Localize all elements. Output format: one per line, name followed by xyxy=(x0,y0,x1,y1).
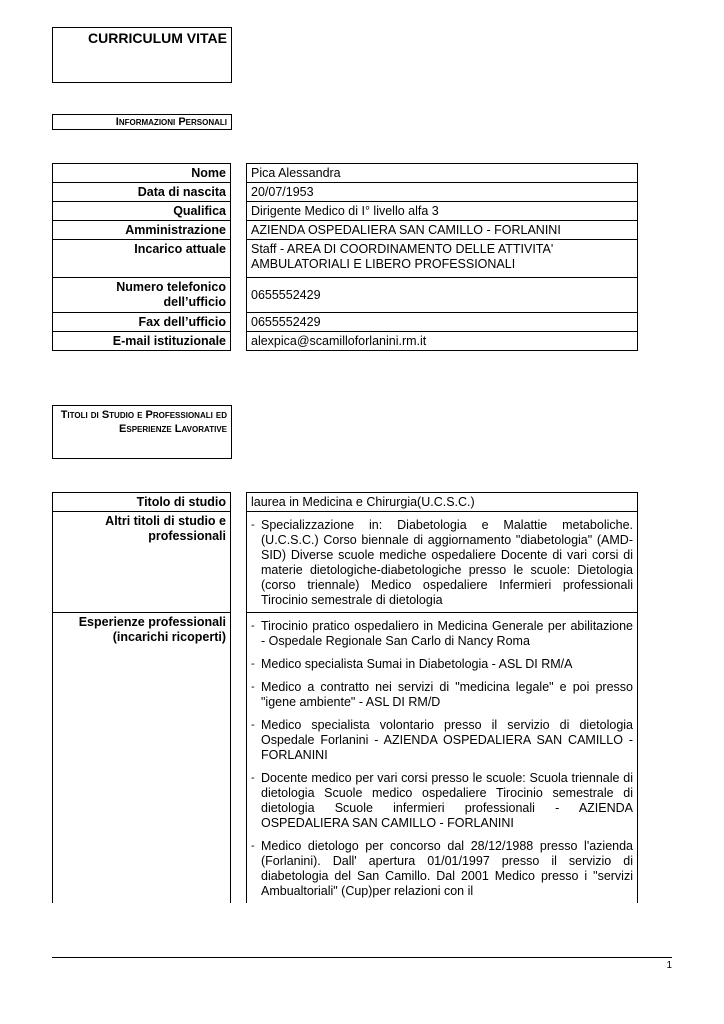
field-label: E-mail istituzionale xyxy=(52,332,231,351)
field-label: Esperienze professionali (incarichi ricoperti) xyxy=(52,613,231,903)
table-row xyxy=(52,332,638,351)
table-row xyxy=(52,512,638,613)
list-item: - Medico dietologo per concorso dal 28/12/1988 presso l'azienda (Forlanini). Dall' apertura 01/01/1997 presso il servizio di diabetologia del San Camillo. Dal 2001 Medico presso i "servizi Ambualtoriali" (Cup)per relazioni con il xyxy=(251,839,633,898)
table-row xyxy=(52,492,638,512)
list-item: - Medico specialista volontario presso il servizio di dietologia Ospedale Forlanini - AZIENDA OSPEDALIERA SAN CAMILLO - FORLANINI xyxy=(251,718,633,762)
field-value: alexpica@scamilloforlanini.rm.it xyxy=(246,332,638,351)
section-header-personal xyxy=(52,114,232,130)
field-value: 0655552429 xyxy=(246,278,638,313)
field-value: AZIENDA OSPEDALIERA SAN CAMILLO - FORLANINI xyxy=(246,221,638,240)
section-header-studies-label: Titoli di Studio e Professionali ed Esperienze Lavorative xyxy=(60,409,227,435)
section-header-studies xyxy=(52,405,232,459)
field-label: Numero telefonico dell’ufficio xyxy=(52,278,231,313)
altri-titoli-list xyxy=(246,512,638,613)
table-row xyxy=(52,202,638,221)
list-item: - Medico specialista Sumai in Diabetologia - ASL DI RM/A xyxy=(251,657,573,671)
footer-divider xyxy=(52,957,672,958)
field-value: Pica Alessandra xyxy=(246,163,638,183)
personal-info-table xyxy=(52,163,638,351)
list-item: - Docente medico per vari corsi presso le scuole: Scuola triennale di dietologia Scuole medico ospedaliere Tirocinio semestrale di dietologia Scuole infermieri professionali - AZIENDA OSPEDALIERA SAN CAMILLO - FORLANINI xyxy=(251,771,633,830)
field-label: Fax dell’ufficio xyxy=(52,313,231,332)
table-row xyxy=(52,221,638,240)
table-row xyxy=(52,240,638,278)
table-row xyxy=(52,183,638,202)
field-value: Dirigente Medico di I° livello alfa 3 xyxy=(246,202,638,221)
field-value: 20/07/1953 xyxy=(246,183,638,202)
cv-title-box xyxy=(52,27,232,83)
list-item: - Specializzazione in: Diabetologia e Malattie metaboliche.(U.C.S.C.) Corso biennale di aggiornamento "diabetologia" (AMD-SID) Diverse scuole mediche ospedaliere Docente di vari corsi di materie dietologiche-diabetologiche presso le scuole: Dietologia (corso triennale) Medico ospedaliere Infermieri professionali Tirocinio semestrale di dietologia xyxy=(251,518,633,607)
field-value: Staff - AREA DI COORDINAMENTO DELLE ATTIVITA' AMBULATORIALI E LIBERO PROFESSIONALI xyxy=(246,240,638,278)
field-label: Data di nascita xyxy=(52,183,231,202)
table-row xyxy=(52,278,638,313)
field-label: Altri titoli di studio e professionali xyxy=(52,512,231,613)
field-label: Amministrazione xyxy=(52,221,231,240)
field-label: Incarico attuale xyxy=(52,240,231,278)
list-item: - Medico a contratto nei servizi di "medicina legale" e poi presso "igene ambiente" - ASL DI RM/D xyxy=(251,680,633,709)
field-value: laurea in Medicina e Chirurgia(U.C.S.C.) xyxy=(246,492,638,512)
page-number: 1 xyxy=(666,960,672,971)
table-row xyxy=(52,163,638,183)
esperienze-list xyxy=(246,613,638,903)
list-item: - Tirocinio pratico ospedaliero in Medicina Generale per abilitazione - Ospedale Regionale San Carlo di Nancy Roma xyxy=(251,619,633,648)
field-label: Qualifica xyxy=(52,202,231,221)
table-row xyxy=(52,313,638,332)
field-label: Nome xyxy=(52,163,231,183)
section-header-personal-label: Informazioni Personali xyxy=(115,116,227,128)
studies-table xyxy=(52,492,638,903)
field-value: 0655552429 xyxy=(246,313,638,332)
field-label: Titolo di studio xyxy=(52,492,231,512)
page-title: CURRICULUM VITAE xyxy=(88,30,227,46)
table-row xyxy=(52,613,638,903)
